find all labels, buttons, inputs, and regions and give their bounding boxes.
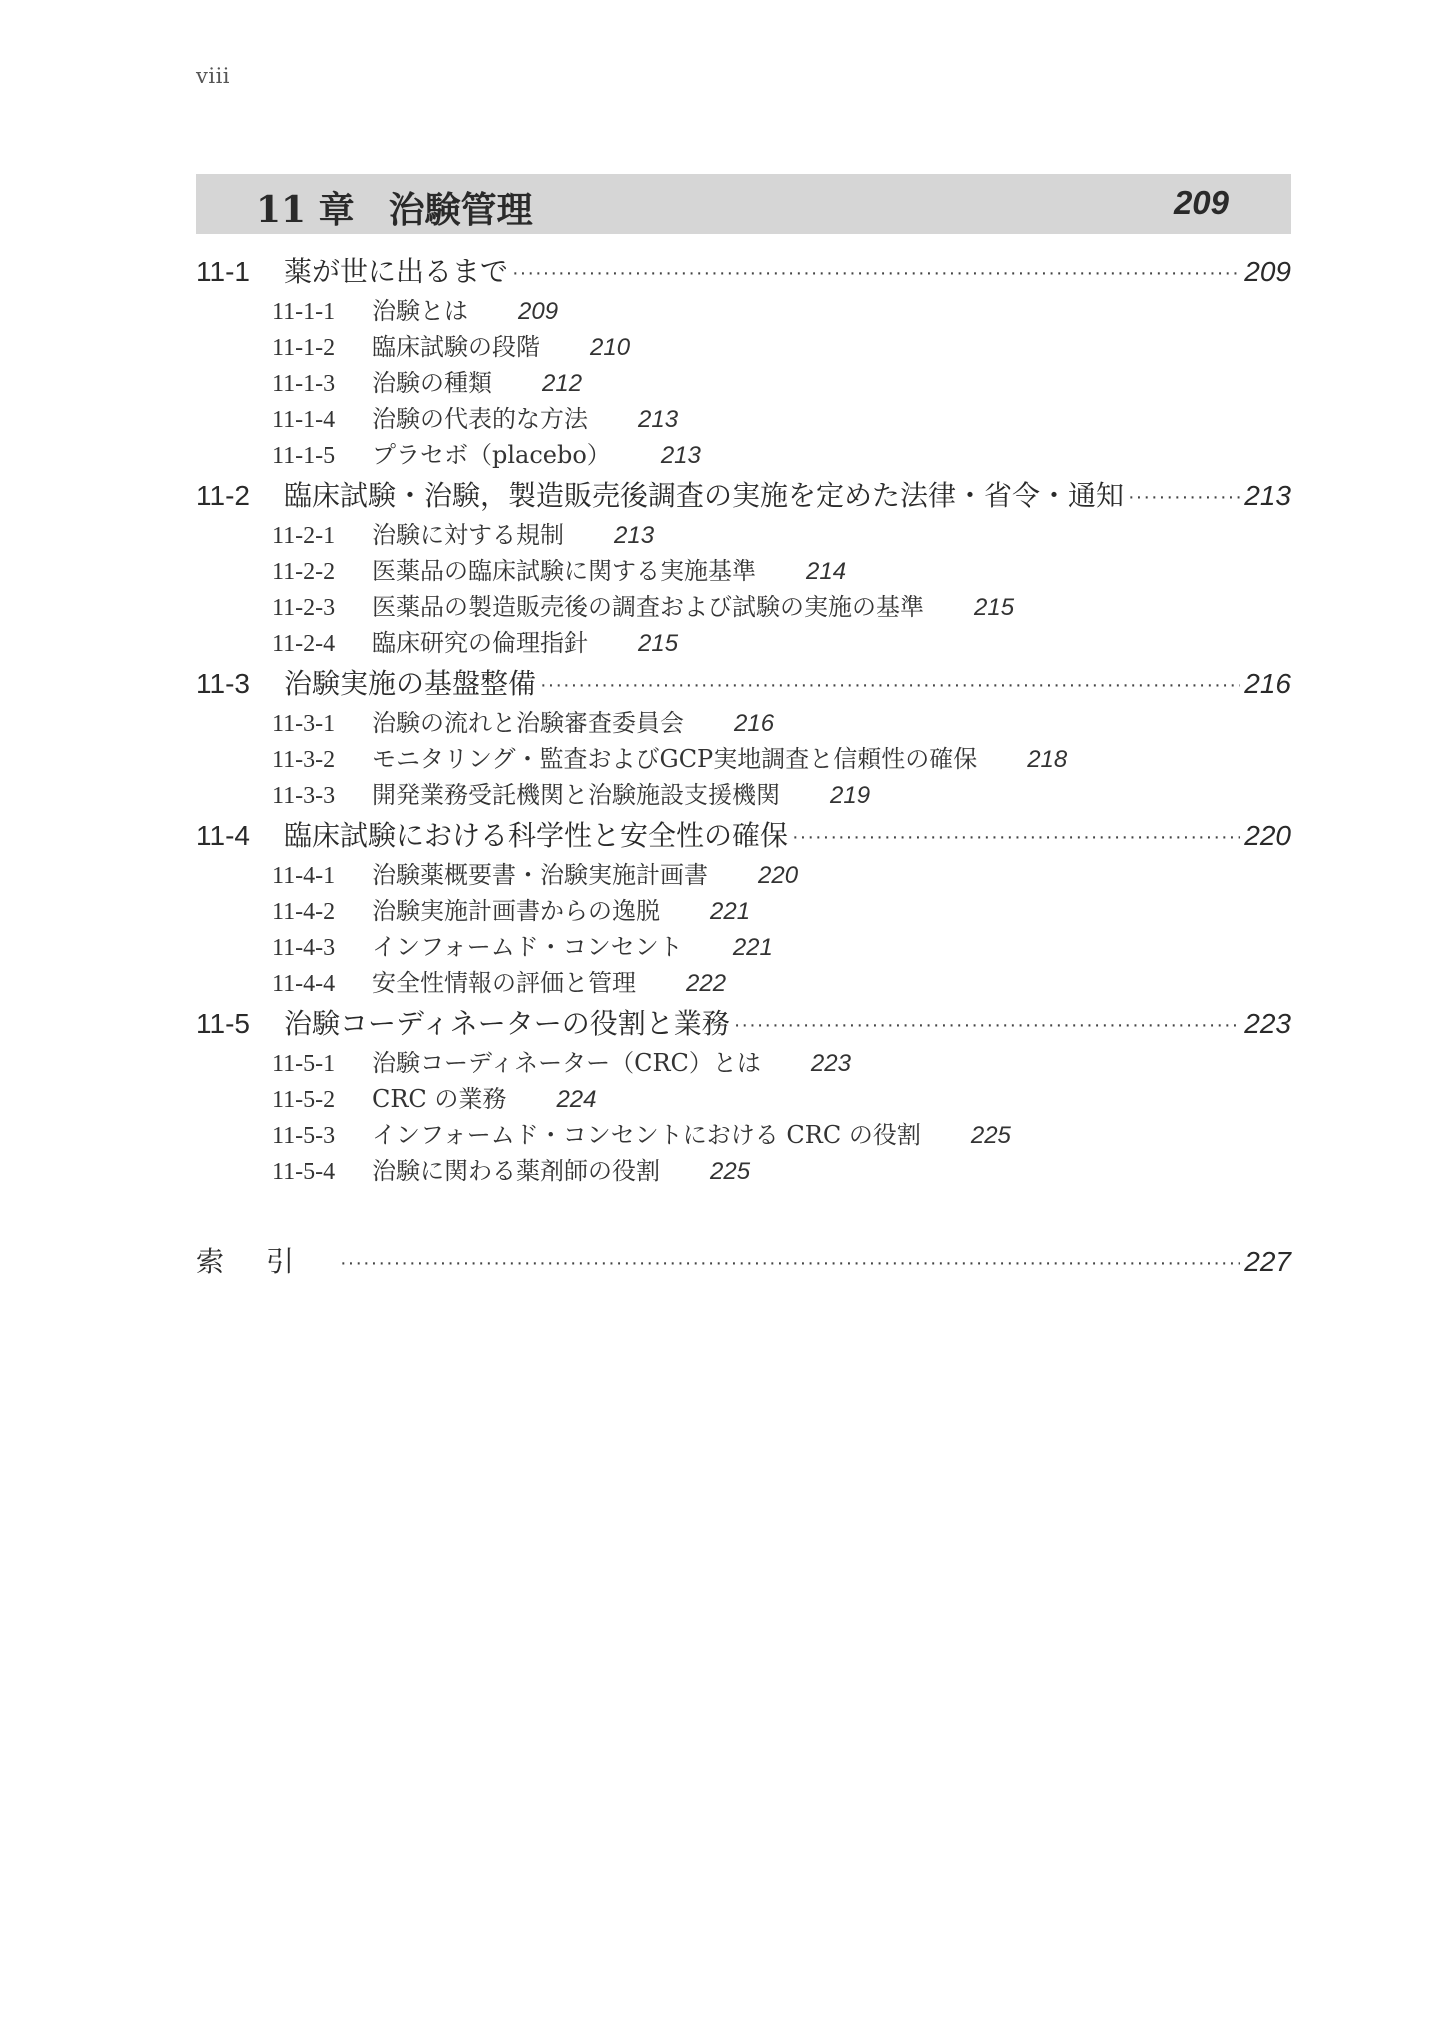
toc-subsection[interactable] [272, 1079, 596, 1114]
toc-subsection[interactable] [272, 1043, 851, 1078]
toc-subsection[interactable] [272, 399, 678, 434]
subsection-page: 209 [518, 298, 559, 325]
subsection-number: 11-4-1 [272, 863, 336, 889]
subsection-page: 215 [638, 630, 679, 657]
subsection-title: 臨床試験の段階 [372, 333, 540, 361]
toc-section[interactable] [196, 250, 1291, 290]
subsection-title: 治験実施計画書からの逸脱 [372, 897, 660, 925]
toc-subsection[interactable] [272, 623, 678, 658]
subsection-page: 212 [542, 370, 583, 397]
subsection-title: モニタリング・監査およびGCP実地調査と信頼性の確保 [372, 745, 978, 773]
toc-subsection[interactable] [272, 855, 798, 890]
section-title: 治験実施の基盤整備 [284, 668, 537, 699]
toc-subsection[interactable] [272, 775, 870, 810]
subsection-number: 11-2-2 [272, 559, 336, 585]
subsection-title: 開発業務受託機関と治験施設支援機関 [372, 781, 780, 809]
page-number: viii [196, 64, 231, 88]
dot-leader [512, 262, 1240, 285]
subsection-title: 治験に関わる薬剤師の役割 [372, 1157, 660, 1185]
subsection-page: 218 [1027, 746, 1068, 773]
subsection-page: 225 [970, 1122, 1011, 1149]
toc-section[interactable] [196, 1002, 1291, 1042]
toc-section[interactable] [196, 474, 1291, 514]
section-page: 216 [1244, 668, 1291, 699]
subsection-title: 治験の流れと治験審査委員会 [372, 709, 684, 737]
section-number: 11-2 [196, 480, 250, 511]
subsection-page: 216 [734, 710, 775, 737]
subsection-page: 225 [710, 1158, 751, 1185]
dot-leader [1128, 486, 1240, 509]
subsection-title: インフォームド・コンセント [372, 933, 683, 961]
index-page: 227 [1244, 1246, 1291, 1277]
subsection-number: 11-1-1 [272, 299, 336, 325]
toc-subsection[interactable] [272, 515, 654, 550]
subsection-number: 11-1-3 [272, 371, 336, 397]
dot-leader [792, 826, 1240, 849]
subsection-page: 213 [614, 522, 655, 549]
toc-section[interactable] [196, 814, 1291, 854]
subsection-number: 11-2-3 [272, 595, 336, 621]
subsection-number: 11-5-1 [272, 1051, 336, 1077]
section-title: 薬が世に出るまで [284, 256, 509, 287]
section-number: 11-4 [196, 820, 250, 851]
subsection-number: 11-4-2 [272, 899, 336, 925]
toc-index[interactable] [196, 1240, 1291, 1280]
subsection-page: 222 [686, 970, 727, 997]
subsection-page: 224 [556, 1086, 597, 1113]
toc-subsection[interactable] [272, 891, 750, 926]
section-title: 臨床試験における科学性と安全性の確保 [284, 820, 789, 851]
section-number: 11-5 [196, 1008, 250, 1039]
toc-subsection[interactable] [272, 1115, 1011, 1150]
chapter-number: 11 章 [256, 189, 355, 231]
subsection-number: 11-5-3 [272, 1123, 336, 1149]
subsection-title: 治験に対する規制 [372, 521, 564, 549]
section-page: 213 [1244, 480, 1291, 511]
toc-subsection[interactable] [272, 551, 846, 586]
subsection-number: 11-3-2 [272, 747, 336, 773]
subsection-number: 11-5-2 [272, 1087, 336, 1113]
subsection-number: 11-2-4 [272, 631, 336, 657]
toc-subsection[interactable] [272, 291, 558, 326]
subsection-page: 220 [758, 862, 799, 889]
subsection-page: 223 [810, 1050, 851, 1077]
chapter-title [256, 182, 533, 233]
subsection-page: 210 [590, 334, 631, 361]
section-title: 治験コーディネーターの役割と業務 [284, 1008, 730, 1039]
section-title: 臨床試験・治験，製造販売後調査の実施を定めた法律・省令・通知 [284, 480, 1125, 511]
chapter-name: 治験管理 [388, 189, 533, 231]
subsection-title: 治験コーディネーター（CRC）とは [372, 1049, 761, 1077]
toc-subsection[interactable] [272, 703, 774, 738]
subsection-number: 11-3-1 [272, 711, 336, 737]
toc-subsection[interactable] [272, 327, 630, 362]
toc-subsection[interactable] [272, 739, 1067, 774]
toc-subsection[interactable] [272, 363, 582, 398]
subsection-title: CRC の業務 [372, 1085, 507, 1113]
dot-leader [734, 1014, 1241, 1037]
toc-subsection[interactable] [272, 1151, 750, 1186]
subsection-title: 治験とは [372, 297, 468, 325]
chapter-header [196, 174, 1291, 234]
subsection-number: 11-3-3 [272, 783, 336, 809]
section-number: 11-1 [196, 256, 250, 287]
subsection-number: 11-5-4 [272, 1159, 336, 1185]
section-page: 209 [1244, 256, 1291, 287]
subsection-number: 11-1-4 [272, 407, 336, 433]
subsection-title: 医薬品の臨床試験に関する実施基準 [372, 557, 756, 585]
subsection-title: インフォームド・コンセントにおける CRC の役割 [372, 1121, 921, 1149]
subsection-page: 221 [710, 898, 751, 925]
subsection-page: 214 [806, 558, 847, 585]
subsection-page: 213 [660, 442, 701, 469]
subsection-number: 11-1-5 [272, 443, 336, 469]
subsection-title: プラセボ（placebo） [372, 441, 611, 469]
subsection-number: 11-4-3 [272, 935, 336, 961]
subsection-number: 11-4-4 [272, 971, 336, 997]
toc-subsection[interactable] [272, 927, 773, 962]
subsection-title: 安全性情報の評価と管理 [372, 969, 636, 997]
chapter-page: 209 [1173, 184, 1229, 221]
subsection-number: 11-1-2 [272, 335, 336, 361]
index-title: 索引 [196, 1246, 337, 1277]
subsection-page: 215 [974, 594, 1015, 621]
subsection-page: 221 [732, 934, 773, 961]
dot-leader [340, 1252, 1240, 1275]
toc-subsection[interactable] [272, 435, 701, 470]
toc-subsection[interactable] [272, 963, 726, 998]
subsection-title: 治験薬概要書・治験実施計画書 [372, 861, 708, 889]
section-page: 220 [1244, 820, 1291, 851]
subsection-page: 219 [830, 782, 871, 809]
subsection-page: 213 [638, 406, 679, 433]
dot-leader [540, 674, 1240, 697]
subsection-title: 臨床研究の倫理指針 [372, 629, 588, 657]
subsection-number: 11-2-1 [272, 523, 336, 549]
subsection-title: 治験の種類 [372, 369, 492, 397]
section-number: 11-3 [196, 668, 250, 699]
toc-section[interactable] [196, 662, 1291, 702]
subsection-title: 医薬品の製造販売後の調査および試験の実施の基準 [372, 593, 924, 621]
section-page: 223 [1244, 1008, 1291, 1039]
toc-subsection[interactable] [272, 587, 1014, 622]
subsection-title: 治験の代表的な方法 [372, 405, 588, 433]
